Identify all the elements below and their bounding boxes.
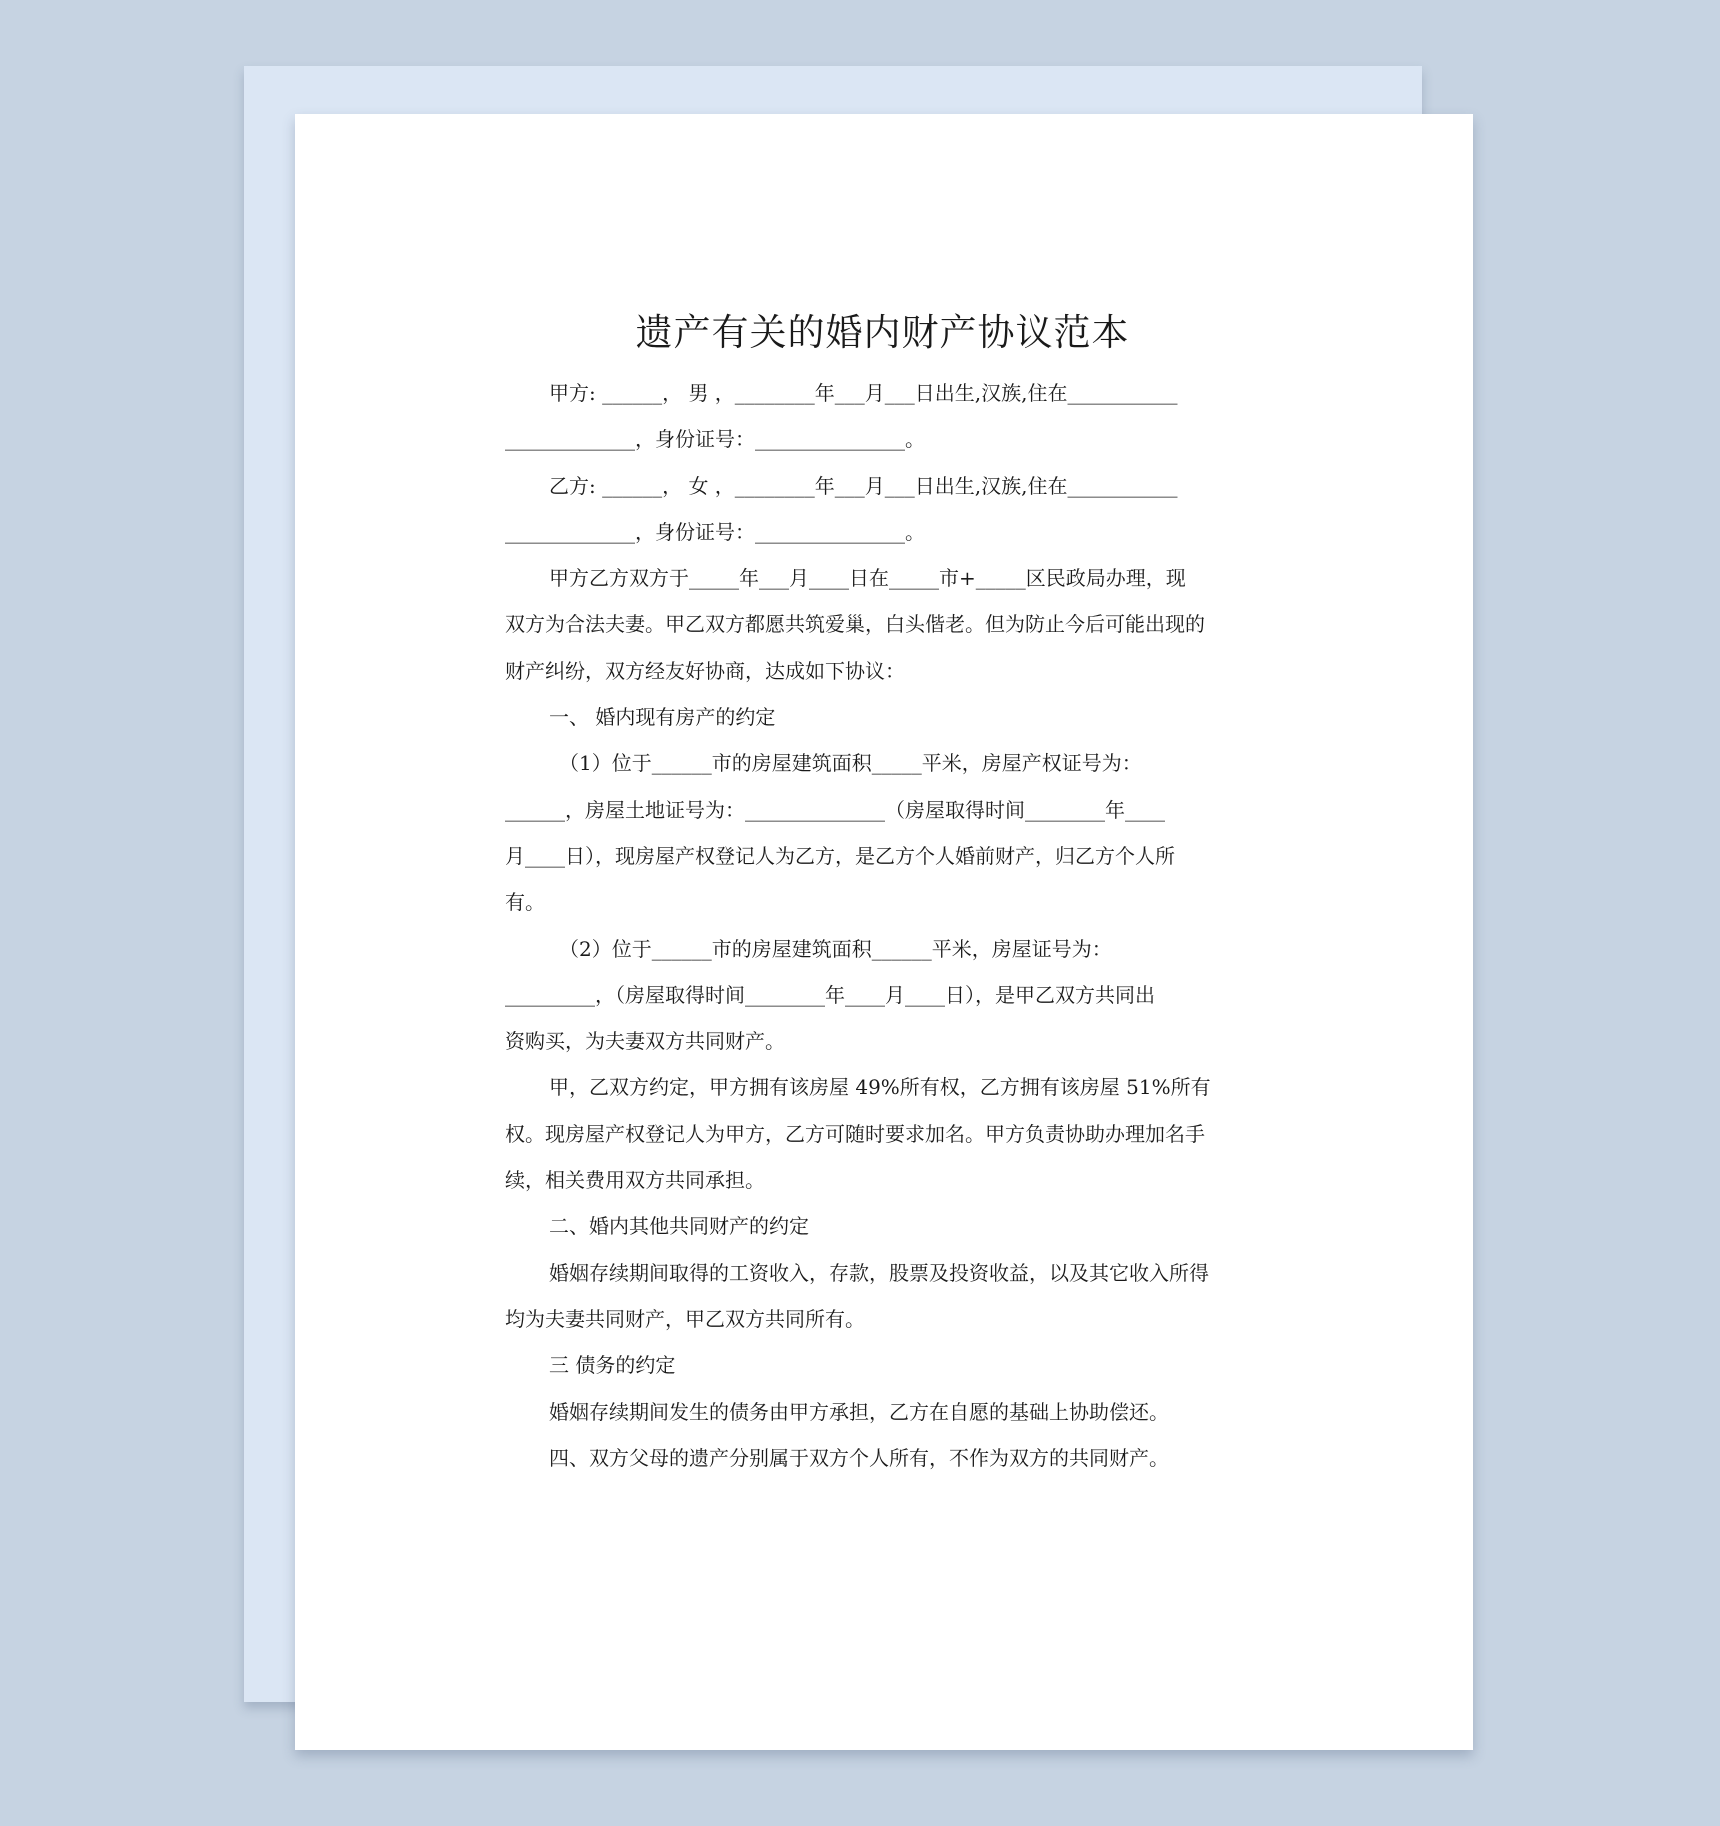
document-line: 均为夫妻共同财产，甲乙双方共同所有。 xyxy=(505,1306,865,1331)
document-line: 财产纠纷，双方经友好协商，达成如下协议： xyxy=(505,658,905,683)
document-line: 双方为合法夫妻。甲乙双方都愿共筑爱巢，白头偕老。但为防止今后可能出现的 xyxy=(505,612,1205,637)
document-line: 三 债务的约定 xyxy=(549,1353,676,1378)
document-line: 续，相关费用双方共同承担。 xyxy=(505,1168,765,1193)
document-line: ______，房屋土地证号为：______________（房屋取得时间________年____ xyxy=(505,797,1165,822)
document-line: 月____日），现房屋产权登记人为乙方，是乙方个人婚前财产，归乙方个人所 xyxy=(505,843,1175,868)
document-line: 甲方乙方双方于_____年___月____日在_____市+_____区民政局办理，现 xyxy=(549,566,1186,591)
document-line: （2）位于______市的房屋建筑面积______平米，房屋证号为： xyxy=(559,936,1112,961)
document-paragraphs xyxy=(505,370,1260,1481)
document-line: 资购买，为夫妻双方共同财产。 xyxy=(505,1029,785,1054)
document-line: _________，（房屋取得时间________年____月____日），是甲乙双方共同出 xyxy=(505,982,1155,1007)
document-line: _____________，身份证号：_______________。 xyxy=(505,519,925,544)
document-line: 权。现房屋产权登记人为甲方，乙方可随时要求加名。甲方负责协助办理加名手 xyxy=(505,1121,1205,1146)
document-line: 一、 婚内现有房产的约定 xyxy=(549,705,776,730)
document-line: 甲方: ______， 男 ，________年___月___日出生,汉族,住在___________ xyxy=(549,381,1178,405)
document-line: _____________，身份证号：_______________。 xyxy=(505,427,925,452)
document-line: （1）位于______市的房屋建筑面积_____平米，房屋产权证号为： xyxy=(559,751,1142,776)
document-line: 四、双方父母的遗产分别属于双方个人所有，不作为双方的共同财产。 xyxy=(549,1445,1169,1470)
document-line: 乙方: ______， 女 ，________年___月___日出生,汉族,住在___________ xyxy=(549,473,1178,498)
document-line: 甲，乙双方约定，甲方拥有该房屋 49%所有权，乙方拥有该房屋 51%所有 xyxy=(549,1075,1211,1100)
document-line: 婚姻存续期间发生的债务由甲方承担，乙方在自愿的基础上协助偿还。 xyxy=(549,1399,1169,1424)
front-page-sheet xyxy=(295,114,1473,1750)
document-body xyxy=(505,304,1260,1481)
document-line: 有。 xyxy=(505,890,545,915)
document-line: 婚姻存续期间取得的工资收入，存款，股票及投资收益，以及其它收入所得 xyxy=(549,1260,1209,1285)
document-line: 二、婚内其他共同财产的约定 xyxy=(549,1214,809,1239)
document-title: 遗产有关的婚内财产协议范本 xyxy=(635,311,1130,354)
